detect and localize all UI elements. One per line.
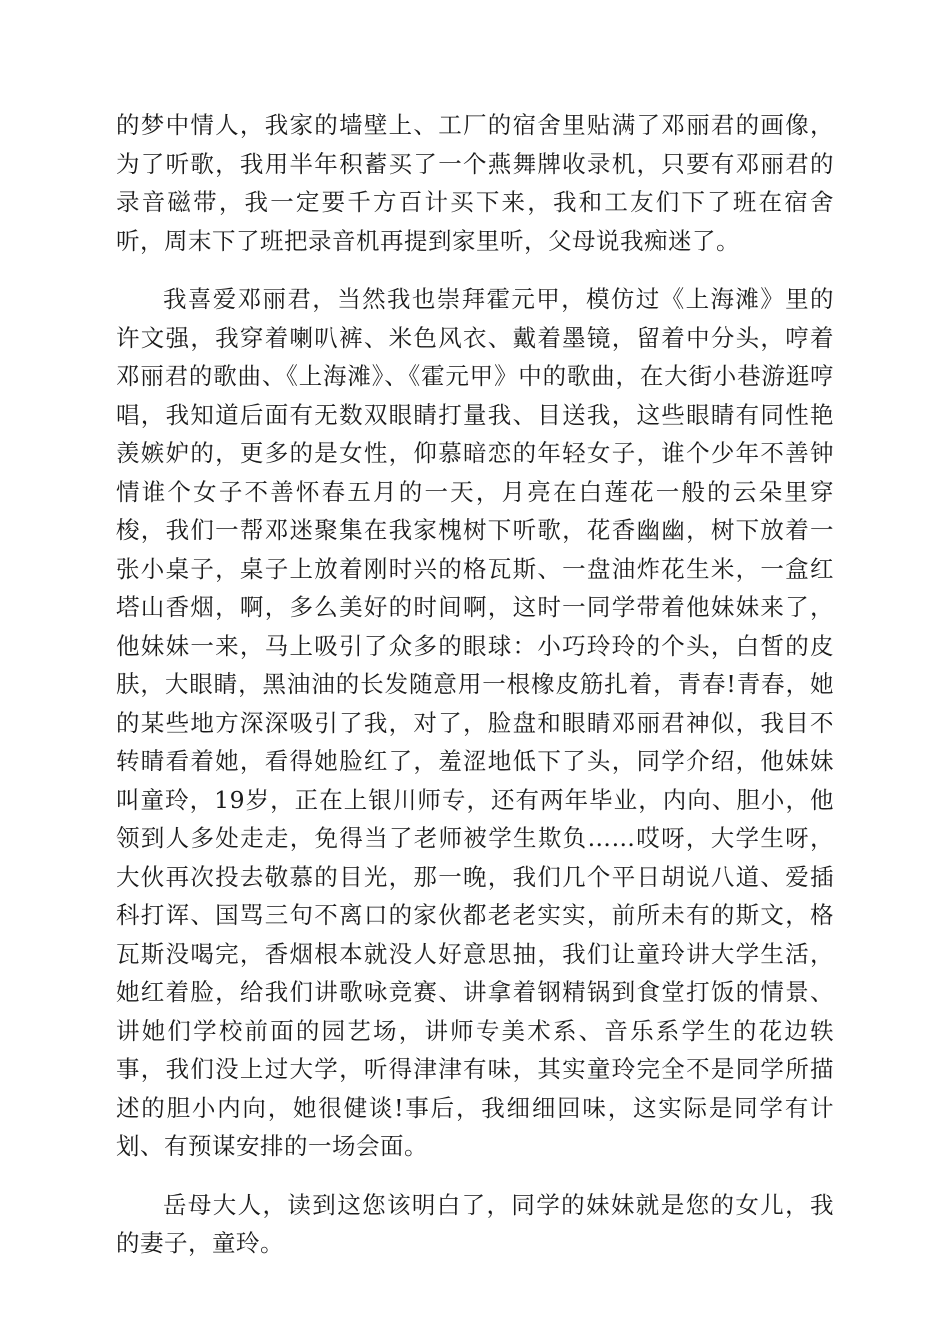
document-page — [116, 106, 834, 1283]
paragraph-memory: 我喜爱邓丽君，当然我也崇拜霍元甲，模仿过《上海滩》里的许文强，我穿着喇叭裤、米色风衣、戴着墨镜，留着中分头，哼着邓丽君的歌曲、《上海滩》、《霍元甲》中的歌曲，在大街小巷游逛哼唱，我知道后面有无数双眼睛打量我、目送我，这些眼睛有同性艳羡嫉妒的，更多的是女性，仰慕暗恋的年轻女子，谁个少年不善钟情谁个女子不善怀春五月的一天，月亮在白莲花一般的云朵里穿梭，我们一帮邓迷聚集在我家槐树下听歌，花香幽幽，树下放着一张小桌子，桌子上放着刚时兴的格瓦斯、一盘油炸花生米，一盒红塔山香烟，啊，多么美好的时间啊，这时一同学带着他妹妹来了，他妹妹一来，马上吸引了众多的眼球：小巧玲玲的个头，白皙的皮肤，大眼睛，黑油油的长发随意用一根橡皮筋扎着，青春!青春，她的某些地方深深吸引了我，对了，脸盘和眼睛邓丽君神似，我目不转睛看着她，看得她脸红了，羞涩地低下了头，同学介绍，他妹妹叫童玲，19岁，正在上银川师专，还有两年毕业，内向、胆小，他领到人多处走走，免得当了老师被学生欺负……哎呀，大学生呀，大伙再次投去敬慕的目光，那一晚，我们几个平日胡说八道、爱插科打诨、国骂三句不离口的家伙都老老实实，前所未有的斯文，格瓦斯没喝完，香烟根本就没人好意思抽，我们让童玲讲大学生活，她红着脸，给我们讲歌咏竞赛、讲拿着钢精锅到食堂打饭的情景、讲她们学校前面的园艺场，讲师专美术系、音乐系学生的花边轶事，我们没上过大学，听得津津有味，其实童玲完全不是同学所描述的胆小内向，她很健谈!事后，我细细回味，这实际是同学有计划、有预谋安排的一场会面。 — [116, 285, 834, 1160]
paragraph-conclusion: 岳母大人，读到这您该明白了，同学的妹妹就是您的女儿，我的妻子，童玲。 — [116, 1190, 834, 1257]
paragraph-continuation: 的梦中情人，我家的墙壁上、工厂的宿舍里贴满了邓丽君的画像，为了听歌，我用半年积蓄买了一个燕舞牌收录机，只要有邓丽君的录音磁带，我一定要千方百计买下来，我和工友们下了班在宿舍听，周末下了班把录音机再提到家里听，父母说我痴迷了。 — [116, 111, 834, 255]
